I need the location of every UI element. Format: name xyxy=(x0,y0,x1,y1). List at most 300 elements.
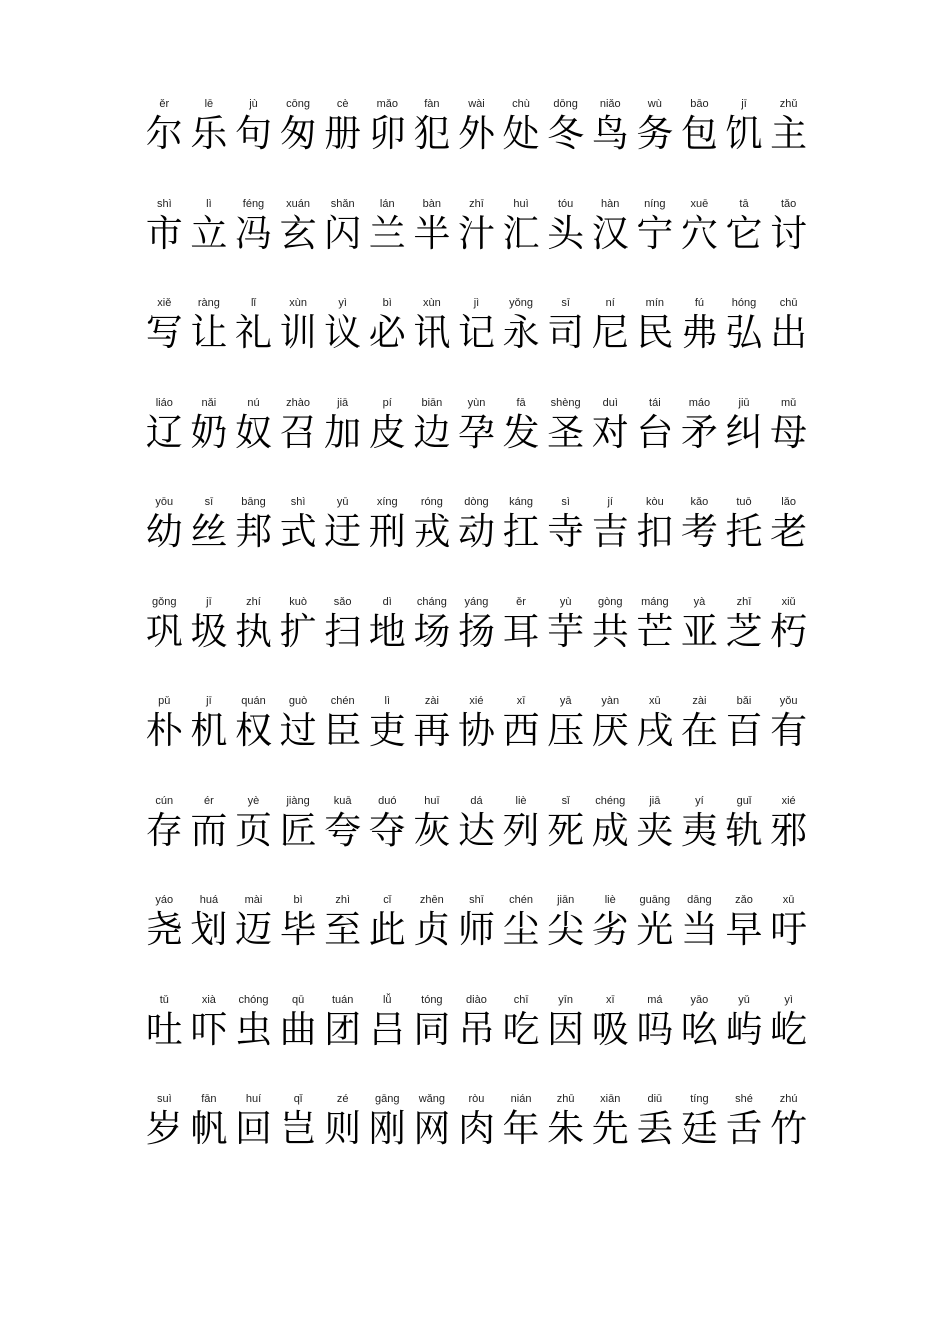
hanzi-character: 必 xyxy=(368,311,406,354)
pinyin-label: tái xyxy=(649,396,661,409)
hanzi-character: 吊 xyxy=(457,1007,495,1051)
character-row xyxy=(142,793,812,893)
character-cell xyxy=(454,295,499,395)
pinyin-label: diào xyxy=(466,993,487,1006)
pinyin-label: bì xyxy=(382,297,392,309)
hanzi-character: 犯 xyxy=(413,112,451,155)
hanzi-character: 辽 xyxy=(145,410,183,454)
hanzi-character: 劣 xyxy=(591,908,629,951)
hanzi-character: 尧 xyxy=(145,908,183,951)
character-cell xyxy=(588,395,633,495)
hanzi-character: 吓 xyxy=(190,1007,228,1051)
character-cell xyxy=(766,295,811,395)
pinyin-label: yáng xyxy=(464,595,489,608)
character-cell xyxy=(588,494,633,594)
hanzi-character: 毕 xyxy=(279,908,317,951)
pinyin-label: jiā xyxy=(337,396,349,409)
pinyin-label: xié xyxy=(781,794,796,807)
pinyin-label: fàn xyxy=(424,98,440,110)
hanzi-character: 闪 xyxy=(324,211,362,255)
character-cell xyxy=(543,892,588,992)
character-cell xyxy=(543,295,588,395)
hanzi-character: 而 xyxy=(190,808,228,852)
pinyin-label: hàn xyxy=(601,197,620,210)
character-cell xyxy=(677,395,722,495)
hanzi-character: 扣 xyxy=(636,510,674,553)
pinyin-label: zǎo xyxy=(735,894,753,906)
hanzi-character: 冬 xyxy=(547,112,585,155)
hanzi-character: 执 xyxy=(234,609,272,653)
hanzi-character: 此 xyxy=(368,908,406,951)
pinyin-label: xū xyxy=(782,894,795,906)
hanzi-character: 曲 xyxy=(279,1007,317,1051)
character-cell xyxy=(543,196,588,296)
character-cell xyxy=(766,1091,811,1191)
pinyin-label: yǒng xyxy=(509,297,533,309)
hanzi-character: 丝 xyxy=(190,510,228,553)
pinyin-label: zhào xyxy=(286,396,310,409)
pinyin-label: bāng xyxy=(241,496,266,508)
character-cell xyxy=(320,295,365,395)
character-cell xyxy=(454,693,499,793)
character-cell xyxy=(588,96,633,196)
character-cell xyxy=(410,992,455,1092)
hanzi-character: 孕 xyxy=(457,410,495,454)
hanzi-character: 夺 xyxy=(368,808,406,852)
character-cell xyxy=(454,1091,499,1191)
hanzi-character: 屹 xyxy=(770,1007,808,1051)
pinyin-label: yàn xyxy=(601,695,620,707)
character-cell xyxy=(677,96,722,196)
pinyin-label: jī xyxy=(206,695,212,707)
character-cell xyxy=(276,892,321,992)
hanzi-character: 吐 xyxy=(145,1007,183,1051)
hanzi-character: 弘 xyxy=(725,311,763,354)
pinyin-label: huí xyxy=(245,1093,262,1105)
character-cell xyxy=(677,295,722,395)
character-cell xyxy=(187,892,232,992)
character-cell xyxy=(231,196,276,296)
hanzi-character: 出 xyxy=(770,311,808,354)
character-cell xyxy=(499,295,544,395)
character-cell xyxy=(677,992,722,1092)
hanzi-character: 亚 xyxy=(680,609,718,653)
character-cell xyxy=(187,295,232,395)
hanzi-character: 朴 xyxy=(145,709,183,752)
pinyin-label: máng xyxy=(641,595,669,608)
pinyin-label: huì xyxy=(513,197,529,210)
pinyin-label: nián xyxy=(510,1093,532,1105)
character-cell xyxy=(499,992,544,1092)
character-cell xyxy=(766,693,811,793)
pinyin-label: dòng xyxy=(464,496,489,508)
character-cell xyxy=(543,992,588,1092)
hanzi-character: 句 xyxy=(234,112,272,155)
pinyin-label: tǔ xyxy=(159,993,169,1006)
character-cell xyxy=(766,96,811,196)
hanzi-character: 页 xyxy=(234,808,272,852)
character-cell xyxy=(499,892,544,992)
pinyin-label: lǎo xyxy=(781,496,796,508)
character-cell xyxy=(543,594,588,694)
character-cell xyxy=(142,1091,187,1191)
pinyin-label: ní xyxy=(605,297,615,309)
pinyin-label: lì xyxy=(384,695,391,707)
character-cell xyxy=(499,1091,544,1191)
hanzi-character: 有 xyxy=(770,709,808,752)
hanzi-character: 虫 xyxy=(234,1007,272,1051)
character-row xyxy=(142,693,812,793)
character-cell xyxy=(588,693,633,793)
character-cell xyxy=(187,992,232,1092)
hanzi-character: 竹 xyxy=(770,1107,808,1150)
pinyin-label: ràng xyxy=(197,297,220,309)
character-cell xyxy=(276,494,321,594)
pinyin-label: shì xyxy=(290,496,306,508)
pinyin-label: ér xyxy=(204,794,214,807)
character-cell xyxy=(633,992,678,1092)
hanzi-character: 吕 xyxy=(368,1007,406,1051)
pinyin-label: yǔ xyxy=(738,993,750,1006)
hanzi-character: 讯 xyxy=(413,311,451,354)
pinyin-label: shǎn xyxy=(330,197,355,210)
character-cell xyxy=(633,793,678,893)
pinyin-label: pǔ xyxy=(158,695,171,707)
hanzi-character: 尔 xyxy=(145,112,183,155)
hanzi-character: 舌 xyxy=(725,1107,763,1150)
pinyin-label: jí xyxy=(607,496,613,508)
character-cell xyxy=(187,1091,232,1191)
pinyin-label: xiǔ xyxy=(781,595,796,608)
pinyin-label: zài xyxy=(424,695,439,707)
character-cell xyxy=(499,395,544,495)
hanzi-character: 师 xyxy=(457,908,495,951)
pinyin-label: mǎo xyxy=(376,98,398,110)
hanzi-character: 寺 xyxy=(547,510,585,553)
hanzi-character: 务 xyxy=(636,112,674,155)
pinyin-label: bàn xyxy=(422,197,442,210)
hanzi-character: 帆 xyxy=(190,1107,228,1150)
character-cell xyxy=(187,395,232,495)
character-cell xyxy=(142,96,187,196)
character-cell xyxy=(588,295,633,395)
character-cell xyxy=(677,196,722,296)
pinyin-label: jiàng xyxy=(286,794,310,807)
character-cell xyxy=(276,96,321,196)
hanzi-character: 协 xyxy=(457,709,495,752)
pinyin-label: zhī xyxy=(736,595,752,608)
character-cell xyxy=(633,594,678,694)
pinyin-label: shé xyxy=(735,1093,753,1105)
hanzi-character: 存 xyxy=(145,808,183,852)
pinyin-label: tuán xyxy=(331,993,354,1006)
pinyin-label: zhēn xyxy=(419,894,444,906)
hanzi-character: 动 xyxy=(457,510,495,553)
hanzi-character: 地 xyxy=(368,609,406,653)
hanzi-character: 皮 xyxy=(368,410,406,454)
hanzi-character: 纠 xyxy=(725,410,763,454)
pinyin-label: fān xyxy=(201,1093,217,1105)
character-cell xyxy=(454,992,499,1092)
hanzi-character: 廷 xyxy=(680,1107,718,1150)
pinyin-label: pí xyxy=(382,396,392,409)
pinyin-label: zhí xyxy=(246,595,261,608)
character-cell xyxy=(320,395,365,495)
character-cell xyxy=(454,395,499,495)
pinyin-label: lán xyxy=(379,197,395,210)
pinyin-label: yì xyxy=(338,297,347,309)
character-cell xyxy=(543,96,588,196)
pinyin-label: yì xyxy=(784,993,793,1006)
hanzi-character: 民 xyxy=(636,311,674,354)
hanzi-character: 屿 xyxy=(725,1007,763,1051)
character-cell xyxy=(365,892,410,992)
pinyin-label: zhú xyxy=(779,1093,798,1105)
pinyin-label: jiān xyxy=(557,894,575,906)
hanzi-character: 汇 xyxy=(502,211,540,255)
character-cell xyxy=(231,693,276,793)
character-cell xyxy=(187,196,232,296)
hanzi-character: 丢 xyxy=(636,1107,674,1150)
character-cell xyxy=(633,693,678,793)
pinyin-label: xiān xyxy=(600,1093,621,1105)
pinyin-label: xuán xyxy=(286,197,310,210)
hanzi-character: 永 xyxy=(502,311,540,354)
pinyin-label: xíng xyxy=(376,496,398,508)
hanzi-character: 议 xyxy=(324,311,362,354)
character-cell xyxy=(187,494,232,594)
character-cell xyxy=(766,594,811,694)
hanzi-character: 尘 xyxy=(502,908,540,951)
hanzi-character: 玄 xyxy=(279,211,317,255)
character-cell xyxy=(722,892,767,992)
character-cell xyxy=(499,96,544,196)
character-cell xyxy=(365,992,410,1092)
hanzi-character: 吸 xyxy=(591,1007,629,1051)
pinyin-label: cǐ xyxy=(383,894,392,906)
hanzi-character: 母 xyxy=(770,410,808,454)
hanzi-character: 对 xyxy=(591,410,629,454)
pinyin-label: gǒng xyxy=(152,595,177,608)
character-cell xyxy=(320,96,365,196)
character-cell xyxy=(320,1091,365,1191)
character-cell xyxy=(543,1091,588,1191)
pinyin-label: suì xyxy=(156,1093,172,1105)
character-cell xyxy=(410,196,455,296)
hanzi-character: 礼 xyxy=(234,311,272,354)
hanzi-character: 它 xyxy=(725,211,763,255)
hanzi-character: 处 xyxy=(502,112,540,155)
hanzi-character: 匆 xyxy=(279,112,317,155)
character-cell xyxy=(677,892,722,992)
hanzi-character: 主 xyxy=(770,112,808,155)
pinyin-label: chū xyxy=(779,297,798,309)
character-cell xyxy=(677,594,722,694)
hanzi-character: 老 xyxy=(770,510,808,553)
hanzi-character: 包 xyxy=(680,112,718,155)
hanzi-character: 年 xyxy=(502,1107,540,1150)
pinyin-label: cháng xyxy=(416,595,447,608)
character-cell xyxy=(365,594,410,694)
character-cell xyxy=(543,395,588,495)
hanzi-character: 扬 xyxy=(457,609,495,653)
hanzi-character: 鸟 xyxy=(591,112,629,155)
hanzi-character: 吆 xyxy=(680,1007,718,1051)
hanzi-character: 吉 xyxy=(591,510,629,553)
character-cell xyxy=(410,96,455,196)
pinyin-label: sǐ xyxy=(561,794,570,807)
hanzi-character: 扩 xyxy=(279,609,317,653)
hanzi-character: 百 xyxy=(725,709,763,752)
character-row xyxy=(142,395,812,495)
character-cell xyxy=(142,196,187,296)
hanzi-character: 夷 xyxy=(680,808,718,852)
hanzi-character: 则 xyxy=(324,1107,362,1150)
character-cell xyxy=(142,892,187,992)
character-cell xyxy=(454,196,499,296)
character-cell xyxy=(410,693,455,793)
character-cell xyxy=(187,594,232,694)
character-cell xyxy=(142,992,187,1092)
hanzi-character: 迂 xyxy=(324,510,362,553)
pinyin-label: yí xyxy=(695,794,704,807)
pinyin-label: liáo xyxy=(155,396,173,409)
character-cell xyxy=(454,892,499,992)
pinyin-label: ěr xyxy=(516,595,526,608)
character-cell xyxy=(499,196,544,296)
character-cell xyxy=(633,892,678,992)
hanzi-character: 台 xyxy=(636,410,674,454)
hanzi-character: 光 xyxy=(636,908,674,951)
character-cell xyxy=(276,594,321,694)
character-cell xyxy=(231,892,276,992)
character-cell xyxy=(231,594,276,694)
pinyin-label: hóng xyxy=(731,297,757,309)
character-cell xyxy=(320,793,365,893)
character-cell xyxy=(766,992,811,1092)
pinyin-label: fú xyxy=(694,297,705,309)
character-cell xyxy=(142,395,187,495)
character-cell xyxy=(633,196,678,296)
character-cell xyxy=(231,1091,276,1191)
hanzi-character: 匠 xyxy=(279,808,317,852)
character-cell xyxy=(722,693,767,793)
character-cell xyxy=(365,295,410,395)
hanzi-character: 芒 xyxy=(636,609,674,653)
hanzi-character: 邪 xyxy=(770,808,808,852)
hanzi-character: 在 xyxy=(680,709,718,752)
pinyin-label: wǎng xyxy=(418,1093,445,1105)
pinyin-label: xiě xyxy=(157,297,172,309)
character-cell xyxy=(320,594,365,694)
pinyin-label: quán xyxy=(241,695,266,707)
character-cell xyxy=(633,494,678,594)
hanzi-character: 因 xyxy=(547,1007,585,1051)
character-cell xyxy=(633,395,678,495)
hanzi-character: 臣 xyxy=(324,709,362,752)
pinyin-label: zhǔ xyxy=(779,98,798,110)
pinyin-label: xié xyxy=(469,695,484,707)
pinyin-label: wài xyxy=(468,98,485,110)
hanzi-character: 网 xyxy=(413,1107,451,1150)
pinyin-label: xùn xyxy=(289,297,307,309)
pinyin-label: yè xyxy=(247,794,260,807)
hanzi-character: 吃 xyxy=(502,1007,540,1051)
hanzi-character: 矛 xyxy=(680,410,718,454)
pinyin-label: xī xyxy=(605,993,615,1006)
hanzi-character: 同 xyxy=(413,1007,451,1051)
pinyin-label: kuā xyxy=(333,794,352,807)
pinyin-label: bǎi xyxy=(736,695,752,707)
hanzi-character: 市 xyxy=(145,211,183,255)
pinyin-label: guāng xyxy=(639,894,671,906)
character-cell xyxy=(142,494,187,594)
character-cell xyxy=(722,295,767,395)
character-cell xyxy=(320,196,365,296)
pinyin-label: sī xyxy=(561,297,570,309)
character-cell xyxy=(276,693,321,793)
character-cell xyxy=(722,594,767,694)
pinyin-label: cún xyxy=(155,794,174,807)
pinyin-label: niǎo xyxy=(599,98,621,110)
pinyin-label: ěr xyxy=(159,98,170,110)
character-cell xyxy=(410,793,455,893)
hanzi-character: 团 xyxy=(324,1007,362,1051)
character-cell xyxy=(766,395,811,495)
character-cell xyxy=(320,494,365,594)
pinyin-label: fā xyxy=(516,396,526,409)
character-cell xyxy=(588,793,633,893)
hanzi-character: 边 xyxy=(413,410,451,454)
hanzi-character: 权 xyxy=(234,709,272,752)
character-cell xyxy=(543,693,588,793)
pinyin-label: cōng xyxy=(286,98,310,110)
pinyin-label: tuō xyxy=(736,496,752,508)
hanzi-character: 加 xyxy=(324,410,362,454)
pinyin-label: kǎo xyxy=(690,496,709,508)
character-cell xyxy=(410,892,455,992)
character-cell xyxy=(454,594,499,694)
hanzi-character: 尼 xyxy=(591,311,629,354)
pinyin-label: yū xyxy=(336,496,349,508)
pinyin-label: liè xyxy=(515,794,527,807)
pinyin-label: qū xyxy=(291,993,305,1006)
character-cell xyxy=(677,693,722,793)
hanzi-character: 司 xyxy=(547,311,585,354)
pinyin-label: zhū xyxy=(556,1093,575,1105)
pinyin-label: chī xyxy=(513,993,529,1006)
character-cell xyxy=(588,196,633,296)
hanzi-character: 讨 xyxy=(770,211,808,255)
character-cell xyxy=(320,892,365,992)
character-cell xyxy=(722,494,767,594)
pinyin-label: lǐ xyxy=(251,297,256,309)
hanzi-character: 召 xyxy=(279,410,317,454)
character-cell xyxy=(588,892,633,992)
pinyin-label: biān xyxy=(421,396,443,409)
character-cell xyxy=(410,494,455,594)
pinyin-label: mǔ xyxy=(780,396,797,409)
hanzi-character: 幼 xyxy=(145,510,183,553)
hanzi-character: 戎 xyxy=(413,510,451,553)
pinyin-label: guǐ xyxy=(736,794,752,807)
pinyin-label: gāng xyxy=(375,1093,400,1105)
hanzi-character: 回 xyxy=(234,1107,272,1150)
hanzi-character: 压 xyxy=(547,709,585,752)
hanzi-character: 乐 xyxy=(190,112,228,155)
character-cell xyxy=(722,793,767,893)
hanzi-character: 弗 xyxy=(680,311,718,354)
